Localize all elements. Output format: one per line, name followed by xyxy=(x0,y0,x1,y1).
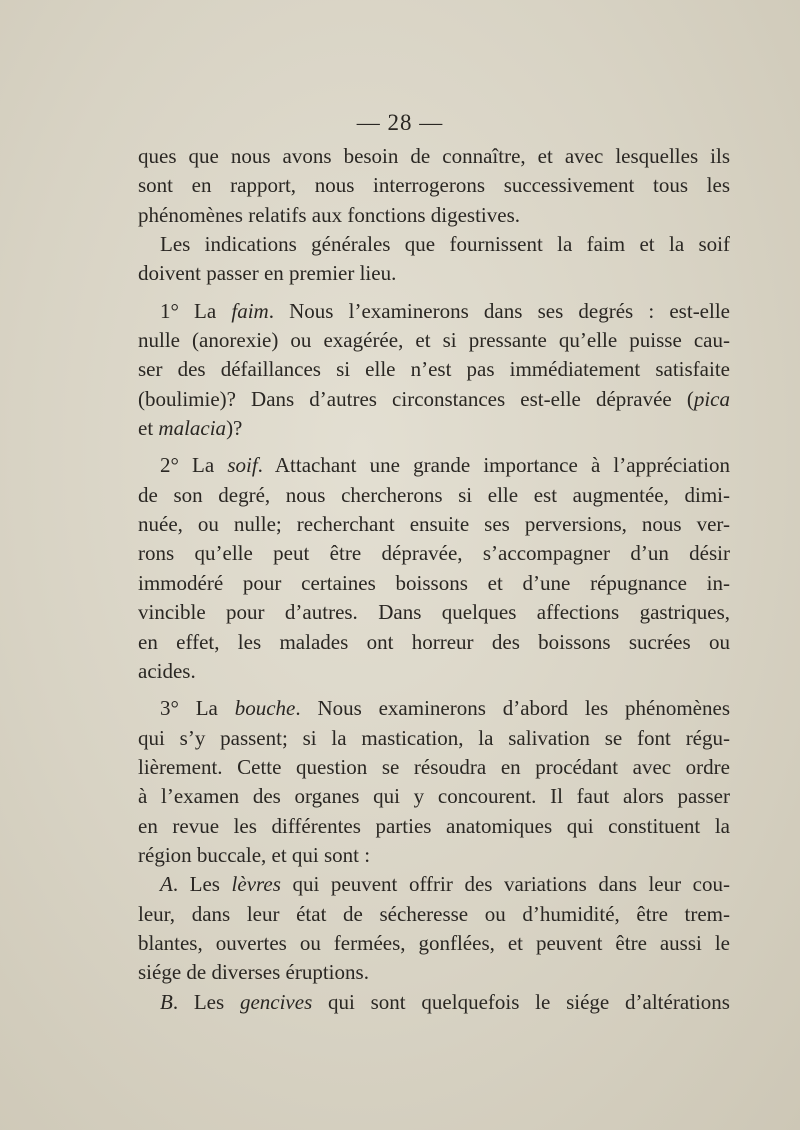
text-line: rons qu’elle peut être dépravée, s’accompagner d’un désir xyxy=(138,541,730,566)
text-line: doivent passer en premier lieu. xyxy=(138,261,397,286)
text-line: à l’examen des organes qui y concourent. Il faut alors passer xyxy=(138,784,730,809)
text-run: 2° La xyxy=(160,453,228,478)
text-line: ques que nous avons besoin de connaître, et avec lesquelles ils xyxy=(138,144,730,168)
text-line: Les indications générales que fournissent la faim et la soif xyxy=(160,232,730,257)
italic-letter-b: B xyxy=(160,989,173,1014)
text-line xyxy=(138,694,730,723)
text-line: acides. xyxy=(138,658,196,683)
text-run: )? xyxy=(226,416,243,441)
text-line xyxy=(138,297,730,326)
text-line: siége de diverses éruptions. xyxy=(138,960,369,985)
text-line: blantes, ouvertes ou fermées, gonflées, et peuvent être aussi le xyxy=(138,930,730,955)
text-line xyxy=(138,870,730,899)
italic-term-malacia: malacia xyxy=(158,416,227,441)
text-line xyxy=(138,451,730,480)
italic-letter-a: A xyxy=(160,872,173,897)
text-run: . Attachant une grande importance à l’appréciation xyxy=(257,453,730,478)
text-line: qui s’y passent; si la mastication, la salivation se font régu- xyxy=(138,725,730,750)
italic-term-bouche: bouche xyxy=(234,696,296,721)
text-run: 3° La xyxy=(160,696,235,721)
text-run: qui sont quelquefois le siége d’altérations xyxy=(312,989,730,1014)
paragraph-soif xyxy=(138,451,730,686)
text-run: 1° La xyxy=(160,298,232,323)
paragraph-levres xyxy=(138,870,730,987)
text-line: de son degré, nous chercherons si elle est augmentée, dimi- xyxy=(138,482,730,507)
page-number: — 28 — xyxy=(356,110,444,135)
paragraph-2 xyxy=(138,230,730,289)
paragraph-bouche xyxy=(138,694,730,870)
italic-term-pica: pica xyxy=(693,386,730,411)
text-line: lièrement. Cette question se résoudra en procédant avec ordre xyxy=(138,754,730,779)
text-run: . Nous l’examinerons dans ses degrés : est-elle xyxy=(268,298,730,323)
text-line: phénomènes relatifs aux fonctions digestives. xyxy=(138,202,520,227)
text-line: immodéré pour certaines boissons et d’une répugnance in- xyxy=(138,570,730,595)
text-line: vincible pour d’autres. Dans quelques affections gastriques, xyxy=(138,600,730,625)
italic-term-levres: lèvres xyxy=(231,872,281,897)
body-text xyxy=(138,142,730,1017)
text-run: et xyxy=(138,416,159,441)
text-line xyxy=(138,385,730,414)
paragraph-gencives xyxy=(138,988,730,1017)
text-line: nuée, ou nulle; recherchant ensuite ses perversions, nous ver- xyxy=(138,512,730,537)
text-line: nulle (anorexie) ou exagérée, et si pressante qu’elle puisse cau- xyxy=(138,328,730,353)
text-run: . Les xyxy=(172,989,240,1014)
text-line: en revue les différentes parties anatomiques qui constituent la xyxy=(138,813,730,838)
text-line: région buccale, et qui sont : xyxy=(138,842,371,867)
text-run: . Les xyxy=(172,872,232,897)
italic-term-soif: soif xyxy=(227,453,258,478)
text-line: ser des défaillances si elle n’est pas immédiatement satisfaite xyxy=(138,357,730,382)
italic-term-gencives: gencives xyxy=(239,989,313,1014)
text-run: (boulimie)? Dans d’autres circonstances est-elle dépravée ( xyxy=(138,386,694,411)
text-line: en effet, les malades ont horreur des boissons sucrées ou xyxy=(138,629,730,654)
text-run: qui peuvent offrir des variations dans leur cou- xyxy=(280,872,730,897)
text-run: . Nous examinerons d’abord les phénomènes xyxy=(295,696,730,721)
text-line: leur, dans leur état de sécheresse ou d’humidité, être trem- xyxy=(138,901,730,926)
paragraph-1 xyxy=(138,142,730,230)
italic-term-faim: faim xyxy=(231,298,269,323)
paragraph-faim xyxy=(138,297,730,444)
text-line: sont en rapport, nous interrogerons successivement tous les xyxy=(138,173,730,198)
text-line xyxy=(138,414,730,443)
text-line xyxy=(138,988,730,1017)
